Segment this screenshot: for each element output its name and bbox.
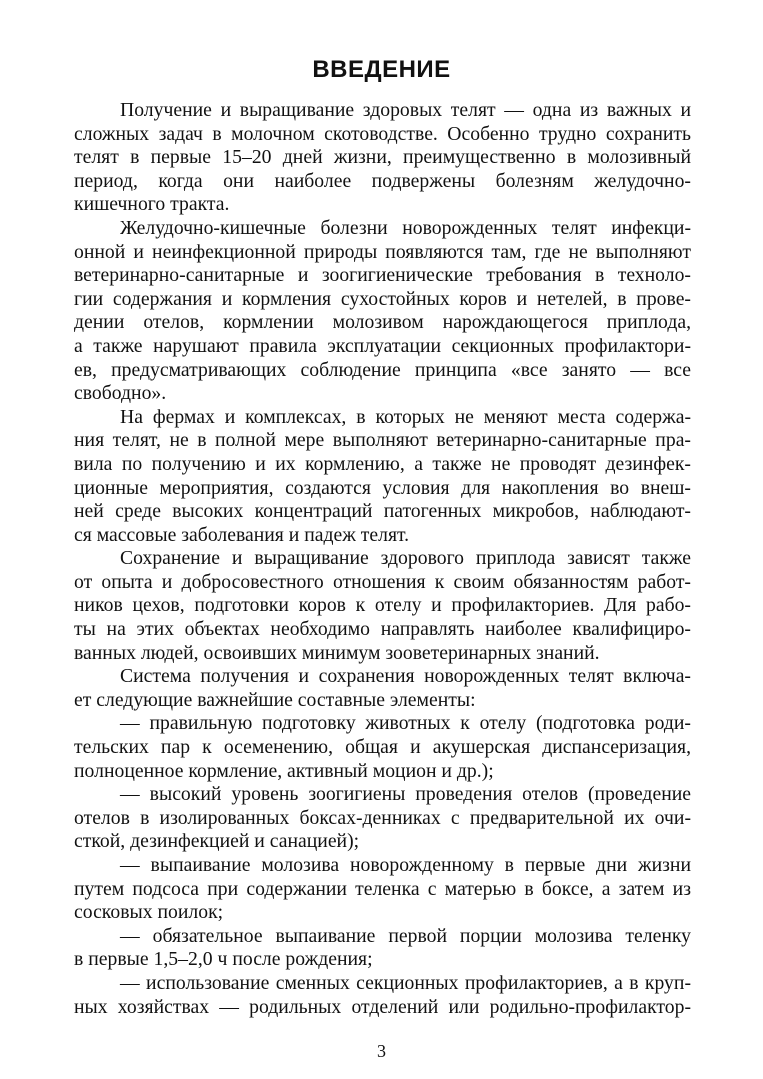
- text-line: онной и неинфекционной природы появляются там, где не выполняют: [74, 240, 691, 263]
- text-line: ветеринарно-санитарные и зоогигиенические требования в техноло-: [74, 264, 691, 287]
- text-line: ционные мероприятия, создаются условия для накопления во внеш-: [74, 476, 691, 499]
- text-line: ев, предусматривающих соблюдение принципа «все занято — все: [74, 358, 691, 381]
- text-line: путем подсоса при содержании теленка с матерью в боксе, а затем из: [74, 877, 691, 900]
- text-line: Желудочно-кишечные болезни новорожденных телят инфекци-: [120, 216, 691, 239]
- text-line: сткой, дезинфекцией и санацией);: [74, 830, 360, 853]
- text-line: ет следующие важнейшие составные элементы:: [74, 688, 476, 711]
- text-line: период, когда они наиболее подвержены болезням желудочно-: [74, 169, 691, 192]
- text-line: ников цехов, подготовки коров к отелу и профилакториев. Для рабо-: [74, 594, 691, 617]
- text-line: дении отелов, кормлении молозивом нарождающегося приплода,: [74, 311, 691, 334]
- text-line: от опыта и добросовестного отношения к своим обязанностям работ-: [74, 570, 691, 593]
- text-line: телят в первые 15–20 дней жизни, преимущественно в молозивный: [74, 146, 691, 169]
- text-line: — обязательное выпаивание первой порции молозива теленку: [120, 924, 691, 947]
- text-line: — высокий уровень зоогигиены проведения отелов (проведение: [120, 783, 691, 806]
- text-line: в первые 1,5–2,0 ч после рождения;: [74, 948, 373, 971]
- text-line: отелов в изолированных боксах-денниках с предварительной их очи-: [74, 806, 691, 829]
- text-line: свободно».: [74, 382, 167, 405]
- text-line: — использование сменных секционных профилакториев, а в круп-: [120, 971, 691, 994]
- text-line: а также нарушают правила эксплуатации секционных профилактори-: [74, 334, 691, 357]
- page-number: 3: [377, 1041, 386, 1061]
- body-text: [74, 99, 691, 1019]
- text-line: сложных задач в молочном скотоводстве. Особенно трудно сохранить: [74, 122, 691, 145]
- text-line: ты на этих объектах необходимо направлять наиболее квалифициро-: [74, 618, 691, 641]
- text-line: Сохранение и выращивание здорового приплода зависят также: [120, 547, 691, 570]
- text-line: тельских пар к осеменению, общая и акушерская диспансеризация,: [74, 736, 691, 759]
- text-line: ней среде высоких концентраций патогенных микробов, наблюдают-: [74, 500, 691, 523]
- text-line: гии содержания и кормления сухостойных коров и нетелей, в прове-: [74, 287, 691, 310]
- text-line: — правильную подготовку животных к отелу (подготовка роди-: [120, 712, 691, 735]
- text-line: ванных людей, освоивших минимум зооветеринарных знаний.: [74, 641, 600, 664]
- text-line: На фермах и комплексах, в которых не меняют места содержа-: [120, 405, 691, 428]
- page-title: ВВЕДЕНИЕ: [312, 56, 451, 83]
- text-line: вила по получению и их кормлению, а также не проводят дезинфек-: [74, 452, 691, 475]
- text-line: — выпаивание молозива новорожденному в первые дни жизни: [120, 854, 691, 876]
- text-line: ния телят, не в полной мере выполняют ветеринарно-санитарные пра-: [74, 429, 691, 452]
- text-line: ных хозяйствах — родильных отделений или родильно-профилактор-: [74, 995, 691, 1018]
- text-line: ся массовые заболевания и падеж телят.: [74, 523, 410, 546]
- text-line: Система получения и сохранения новорожденных телят включа-: [120, 665, 691, 688]
- text-line: Получение и выращивание здоровых телят — одна из важных и: [120, 99, 691, 121]
- text-line: полноценное кормление, активный моцион и др.);: [74, 759, 494, 782]
- text-line: кишечного тракта.: [74, 193, 230, 216]
- text-line: сосковых поилок;: [74, 901, 224, 924]
